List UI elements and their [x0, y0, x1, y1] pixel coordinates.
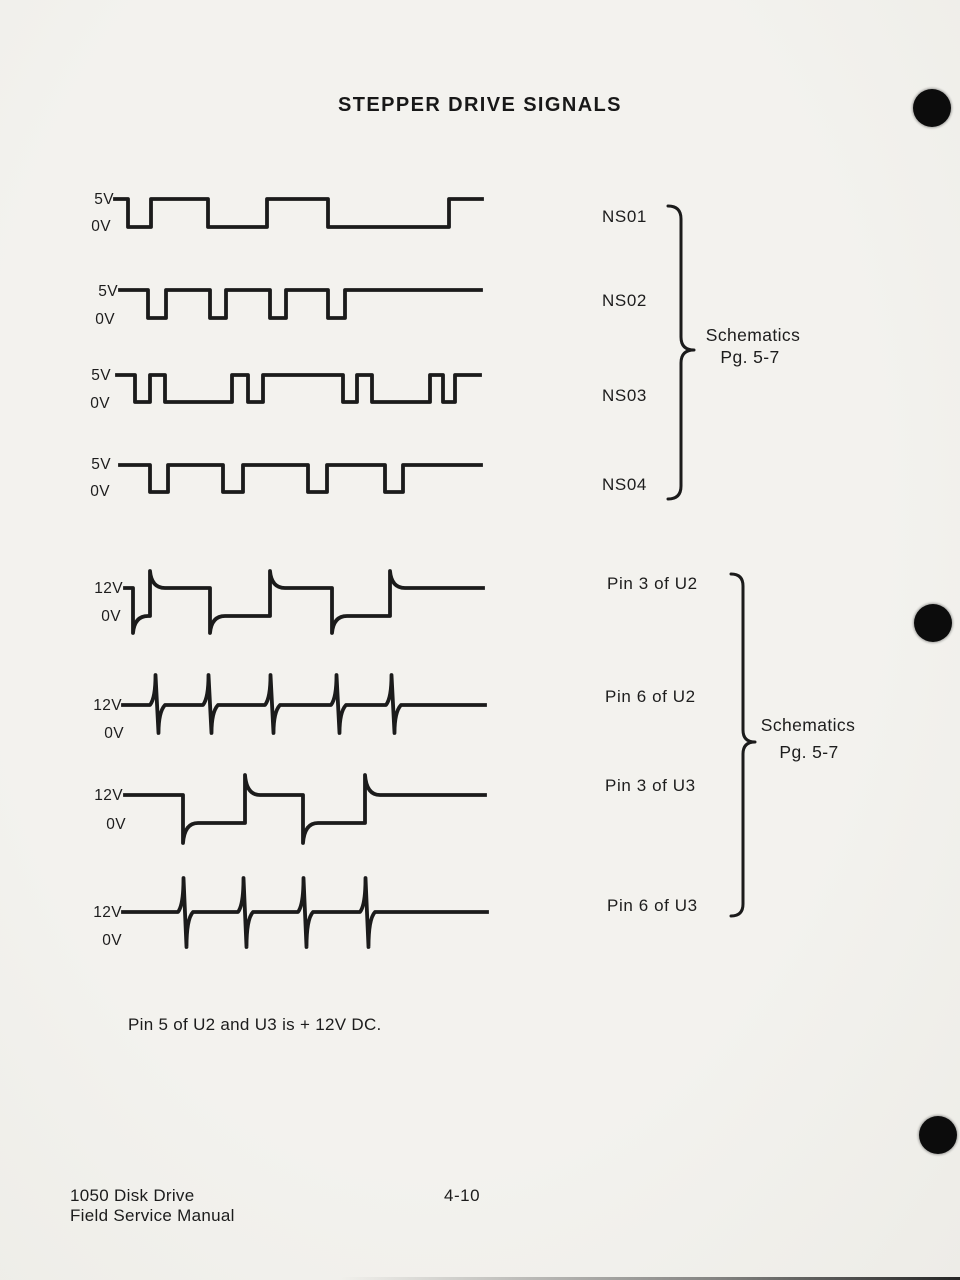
schematics-ref-page: Pg. 5-7	[720, 347, 780, 367]
ns02-voltage-label: 5V	[98, 283, 118, 300]
ns03-trace	[117, 375, 480, 402]
ns03-voltage-label: 5V	[91, 367, 111, 384]
ns04-signal-label: NS04	[602, 475, 647, 494]
pin3-u3-voltage-label: 0V	[106, 816, 126, 833]
pin6-u2-voltage-label: 12V	[93, 697, 122, 714]
pin6-u2-voltage-label: 0V	[104, 725, 124, 742]
footer-manual-name	[70, 1186, 235, 1226]
pin6-u3-trace	[123, 878, 487, 947]
pin3-u2-signal-label: Pin 3 of U2	[607, 574, 698, 593]
pin3-u2-voltage-label: 0V	[101, 608, 121, 625]
pin3-u3-trace	[125, 775, 485, 843]
ns02-signal-label: NS02	[602, 291, 647, 310]
ns01-signal-label: NS01	[602, 207, 647, 226]
pin3-u2-trace	[125, 571, 483, 633]
pin3-u2-voltage-label: 12V	[94, 580, 123, 597]
ns03-voltage-label: 0V	[90, 395, 110, 412]
pin3-u3-voltage-label: 12V	[94, 787, 123, 804]
schematics-ref-label: Schematics	[760, 715, 856, 735]
ns04-voltage-label: 5V	[91, 456, 111, 473]
schematics-brace	[731, 574, 755, 916]
ns01-voltage-label: 5V	[94, 191, 114, 208]
pin6-u2-trace	[123, 675, 485, 733]
pin6-u3-voltage-label: 0V	[102, 932, 122, 949]
schematics-brace	[668, 206, 694, 499]
binder-hole-dot	[913, 89, 951, 127]
ns04-trace	[120, 465, 481, 492]
binder-hole-dot	[914, 604, 952, 642]
pin6-u3-voltage-label: 12V	[93, 904, 122, 921]
pin6-u2-signal-label: Pin 6 of U2	[605, 687, 696, 706]
pin6-u3-signal-label: Pin 6 of U3	[607, 896, 698, 915]
ns03-signal-label: NS03	[602, 386, 647, 405]
footer-line2: Field Service Manual	[70, 1206, 235, 1225]
binder-hole-dot	[919, 1116, 957, 1154]
page-number: 4-10	[444, 1186, 481, 1205]
ns02-voltage-label: 0V	[95, 311, 115, 328]
ns04-voltage-label: 0V	[90, 483, 110, 500]
schematics-ref-label: Schematics	[705, 325, 801, 345]
pin3-u3-signal-label: Pin 3 of U3	[605, 776, 696, 795]
ns01-voltage-label: 0V	[91, 218, 111, 235]
ns01-trace	[115, 199, 482, 227]
ns02-trace	[120, 290, 481, 318]
page-title: STEPPER DRIVE SIGNALS	[338, 94, 622, 116]
schematics-ref-page: Pg. 5-7	[779, 742, 839, 762]
note-pin5-supply: Pin 5 of U2 and U3 is + 12V DC.	[128, 1015, 382, 1034]
footer-line1: 1050 Disk Drive	[70, 1186, 195, 1205]
